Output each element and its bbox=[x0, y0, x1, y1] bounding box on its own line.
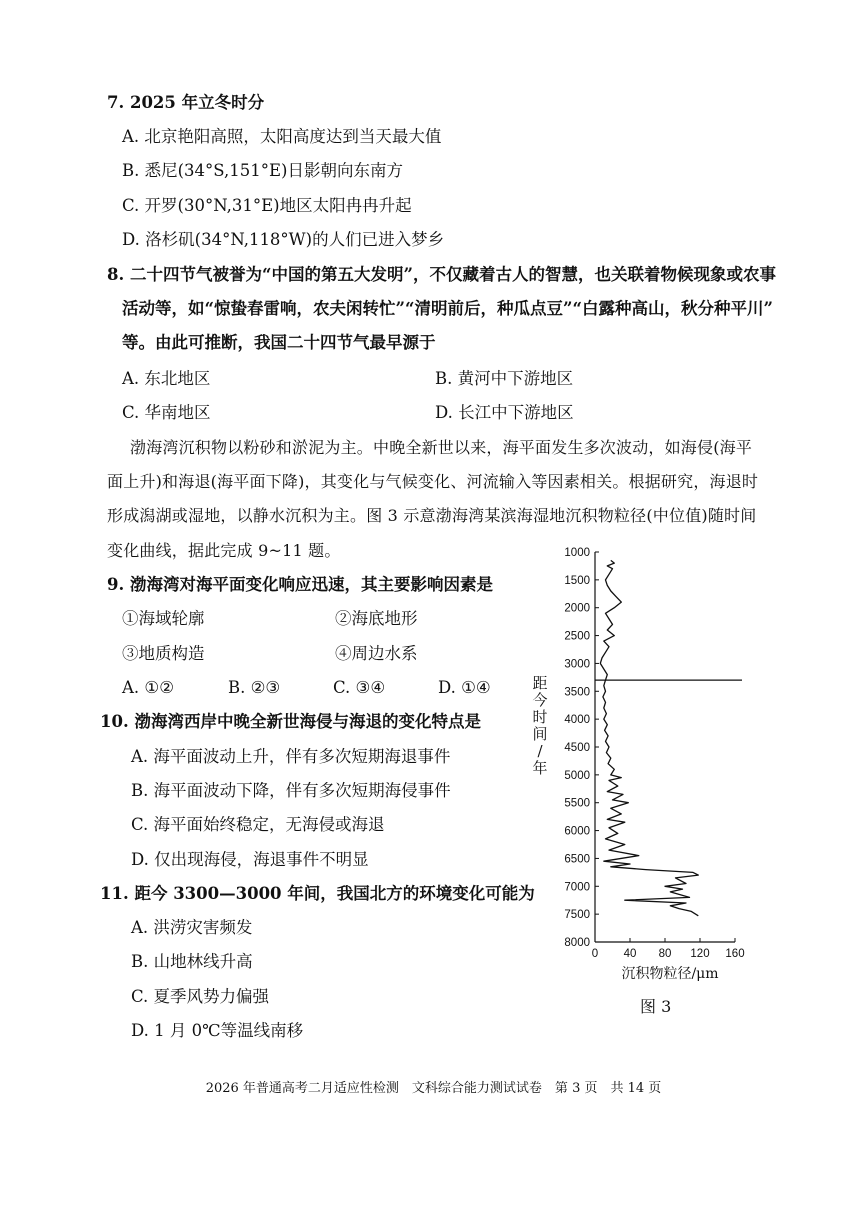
passage-line2: 面上升)和海退(海平面下降)，其变化与气候变化、河流输入等因素相关。根据研究，海退时 bbox=[107, 472, 759, 491]
grain-size-chart bbox=[520, 540, 760, 992]
y-axis-label: 距今时间/年 bbox=[532, 674, 548, 777]
x-tick-label: 0 bbox=[591, 948, 599, 960]
q10-option-b: B. 海平面波动下降，伴有多次短期海侵事件 bbox=[131, 781, 451, 800]
q9-option-b: B. ②③ bbox=[228, 678, 281, 697]
q9-stem: 9. 渤海湾对海平面变化响应迅速，其主要影响因素是 bbox=[107, 575, 493, 594]
q8-option-d: D. 长江中下游地区 bbox=[435, 403, 574, 422]
grain-size-series-line bbox=[600, 560, 698, 915]
y-tick-label: 1000 bbox=[564, 547, 590, 559]
q9-item-2: ②海底地形 bbox=[335, 609, 418, 628]
passage-line1: 渤海湾沉积物以粉砂和淤泥为主。中晚全新世以来，海平面发生多次波动，如海侵(海平 bbox=[130, 438, 753, 457]
q7-option-c: C. 开罗(30°N,31°E)地区太阳冉冉升起 bbox=[122, 196, 412, 215]
q10-option-a: A. 海平面波动上升，伴有多次短期海退事件 bbox=[131, 747, 451, 766]
q7-stem: 7. 2025 年立冬时分 bbox=[107, 93, 265, 112]
passage-line3: 形成潟湖或湿地，以静水沉积为主。图 3 示意渤海湾某滨海湿地沉积物粒径(中位值)随时间 bbox=[107, 506, 757, 525]
q11-option-b: B. 山地林线升高 bbox=[131, 952, 253, 971]
y-tick-label: 6000 bbox=[564, 825, 590, 838]
y-tick-label: 8000 bbox=[564, 937, 590, 949]
y-tick-label: 4500 bbox=[564, 742, 590, 754]
q7-option-d: D. 洛杉矶(34°N,118°W)的人们已进入梦乡 bbox=[122, 230, 445, 249]
y-tick-label: 3500 bbox=[564, 686, 590, 699]
q10-stem: 10. 渤海湾西岸中晚全新世海侵与海退的变化特点是 bbox=[100, 712, 481, 731]
y-tick-label: 2500 bbox=[564, 630, 590, 643]
x-tick-label: 80 bbox=[658, 948, 672, 960]
y-tick-label: 1500 bbox=[564, 574, 590, 587]
y-tick-label: 6500 bbox=[564, 853, 590, 866]
q8-stem-line1: 8. 二十四节气被誉为“中国的第五大发明”，不仅藏着古人的智慧，也关联着物候现象或农事 bbox=[107, 265, 776, 284]
q9-option-d: D. ①④ bbox=[438, 678, 491, 697]
q7-option-a: A. 北京艳阳高照，太阳高度达到当天最大值 bbox=[122, 127, 442, 146]
q11-option-a: A. 洪涝灾害频发 bbox=[131, 918, 253, 937]
q10-option-d: D. 仅出现海侵，海退事件不明显 bbox=[131, 850, 369, 869]
x-axis-label: 沉积物粒径/μm bbox=[621, 966, 719, 982]
y-tick-label: 2000 bbox=[564, 602, 590, 615]
page-footer: 2026 年普通高考二月适应性检测 文科综合能力测试试卷 第 3 页 共 14 页 bbox=[205, 1081, 662, 1096]
y-tick-label: 5500 bbox=[564, 797, 590, 810]
q9-item-4: ④周边水系 bbox=[335, 644, 418, 663]
q8-stem-line2: 活动等，如“惊蛰春雷响，农夫闲转忙”“清明前后，种瓜点豆”“白露种高山，秋分种平川” bbox=[122, 299, 773, 318]
passage-line4: 变化曲线，据此完成 9~11 题。 bbox=[107, 541, 341, 560]
q9-item-3: ③地质构造 bbox=[122, 644, 205, 663]
figure-caption: 图 3 bbox=[640, 997, 672, 1016]
q7-option-b: B. 悉尼(34°S,151°E)日影朝向东南方 bbox=[122, 161, 403, 180]
y-tick-label: 7000 bbox=[564, 881, 590, 894]
q8-stem-line3: 等。由此可推断，我国二十四节气最早源于 bbox=[122, 333, 436, 352]
x-tick-label: 120 bbox=[690, 948, 710, 960]
q9-item-1: ①海域轮廓 bbox=[122, 609, 205, 628]
y-tick-label: 5000 bbox=[564, 769, 590, 782]
y-tick-label: 3000 bbox=[564, 658, 590, 671]
q9-option-a: A. ①② bbox=[122, 678, 174, 697]
q10-option-c: C. 海平面始终稳定，无海侵或海退 bbox=[131, 815, 385, 834]
q9-option-c: C. ③④ bbox=[333, 678, 386, 697]
q8-option-c: C. 华南地区 bbox=[122, 403, 211, 422]
x-tick-label: 160 bbox=[725, 948, 745, 960]
y-tick-label: 4000 bbox=[564, 714, 590, 727]
q8-option-b: B. 黄河中下游地区 bbox=[435, 369, 574, 388]
x-tick-label: 40 bbox=[623, 948, 637, 960]
y-tick-label: 7500 bbox=[564, 909, 590, 922]
q11-option-c: C. 夏季风势力偏强 bbox=[131, 987, 270, 1006]
q8-option-a: A. 东北地区 bbox=[122, 369, 211, 388]
q11-option-d: D. 1 月 0℃等温线南移 bbox=[131, 1021, 304, 1040]
q11-stem: 11. 距今 3300—3000 年间，我国北方的环境变化可能为 bbox=[100, 884, 535, 903]
